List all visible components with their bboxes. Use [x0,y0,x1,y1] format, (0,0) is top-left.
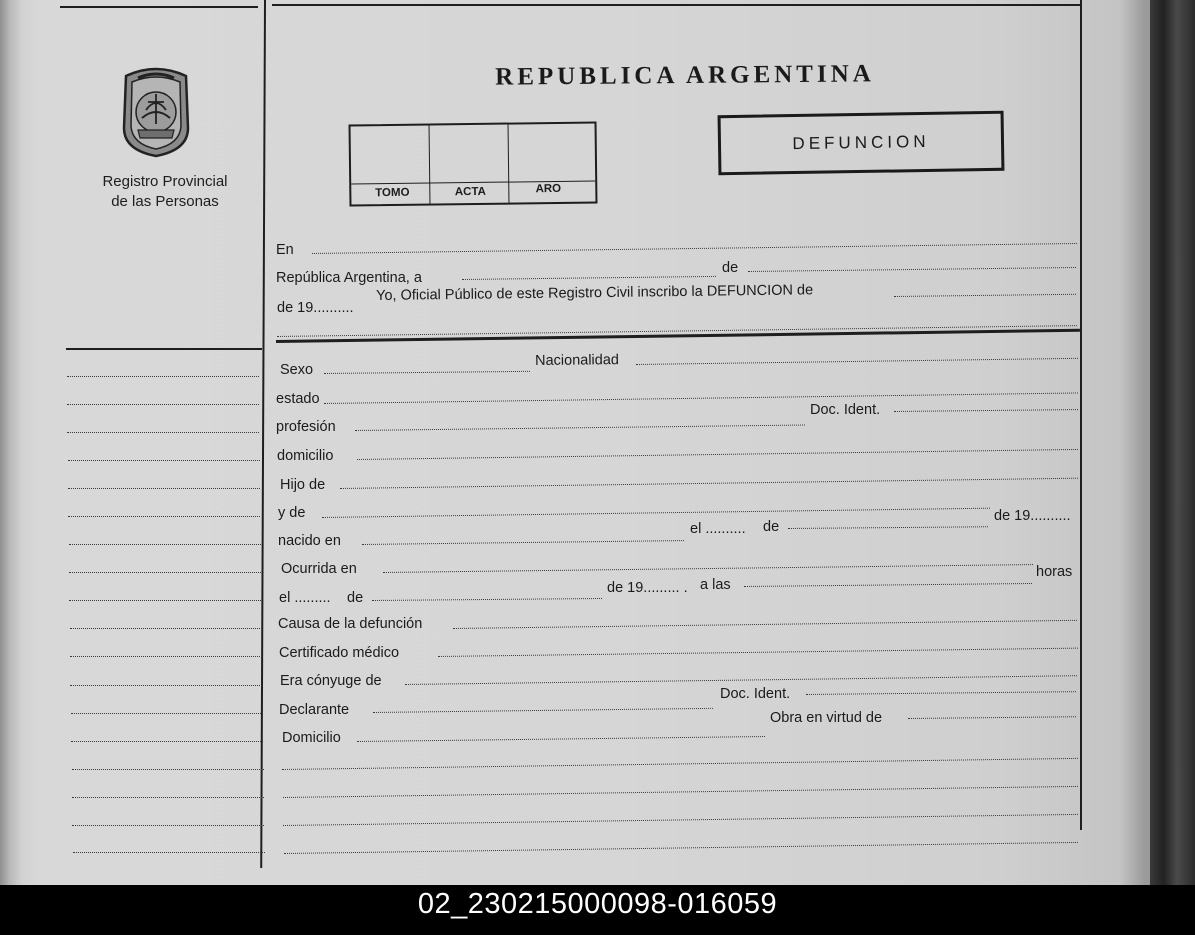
fill-line [438,648,1078,657]
margin-note-line [69,572,261,573]
fill-line [788,526,988,529]
record-number-boxes [349,121,598,206]
fill-line [322,508,990,518]
record-type-label: DEFUNCION [792,131,930,154]
fill-line [744,583,1032,587]
margin-note-line [72,797,264,798]
margin-note-line [69,600,261,601]
box-label-tomo: TOMO [375,186,410,200]
label-declarante: Declarante [279,702,350,718]
fill-line [357,736,765,742]
label-obra: Obra en virtud de [770,710,883,726]
label-conyuge: Era cónyuge de [280,673,382,689]
margin-note-line [73,852,265,853]
blank-line [284,842,1078,854]
margin-note-line [70,628,262,629]
margin-note-line [67,432,259,433]
label-hijo-de: Hijo de [280,477,326,493]
margin-notes-rule [66,348,262,350]
blank-line [283,814,1078,826]
label-de: de [722,260,739,276]
fill-line [312,243,1077,254]
record-type-box [718,111,1005,175]
margin-note-line [70,685,262,686]
label-nacionalidad: Nacionalidad [535,352,620,369]
scan-identifier: 02_230215000098-016059 [417,888,778,920]
label-causa: Causa de la defunción [278,616,423,632]
margin-note-line [72,769,264,770]
label-nacido-en: nacido en [278,533,341,549]
margin-note-line [71,741,263,742]
label-en: En [276,242,294,258]
margin-note-line [72,825,264,826]
label-de19-2: de 19......... . [607,580,688,596]
fill-line [908,716,1076,719]
label-yo-oficial: Yo, Oficial Público de este Registro Civil inscribo la DEFUNCION de [376,282,814,304]
fill-line [894,294,1076,297]
label-de-month: de [763,519,780,535]
fill-line [362,540,684,545]
margin-divider [260,0,266,868]
fill-line [462,276,716,280]
label-el-2: el ......... [279,590,331,606]
label-estado: estado [276,391,320,407]
fill-line [453,620,1077,629]
fill-line [636,358,1078,365]
fill-line [357,449,1078,460]
margin-note-line [67,404,259,405]
blank-line [282,758,1078,770]
org-line-2: de las Personas [111,193,219,210]
label-sexo: Sexo [280,362,314,378]
margin-note-line [67,376,259,377]
org-title [70,172,260,212]
form-right-border [1080,0,1082,830]
fill-line [340,478,1078,489]
fill-line [373,708,713,713]
margin-note-line [70,656,262,657]
fill-line [355,425,805,431]
fill-line [405,675,1077,685]
label-horas: horas [1036,564,1073,580]
label-republica-a: República Argentina, a [276,270,422,286]
top-right-rule [272,4,1082,6]
label-de19: de 19.......... [277,300,354,316]
box-label-ano: ARO [535,182,562,196]
label-profesion: profesión [276,419,336,435]
org-line-1: Registro Provincial [102,173,228,190]
label-ocurrida-en: Ocurrida en [281,561,357,577]
label-domicilio: domicilio [277,448,334,464]
label-el: el .......... [690,521,746,537]
blank-line [283,786,1078,798]
margin-note-line [69,544,261,545]
label-certificado: Certificado médico [279,645,400,661]
margin-note-line [68,516,260,517]
country-heading: REPUBLICA ARGENTINA [495,60,875,91]
fill-line [324,371,530,374]
fill-line [372,598,602,601]
box-label-acta: ACTA [454,185,486,199]
fill-line [383,564,1033,573]
fill-line [324,392,1078,404]
label-de-2: de [347,590,364,606]
fill-line [748,267,1076,272]
margin-note-line [71,713,263,714]
top-left-rule [60,6,258,8]
label-domicilio-2: Domicilio [282,730,341,746]
fill-line [894,409,1078,412]
book-binding-edge [1150,0,1195,885]
margin-note-line [68,488,260,489]
label-y-de: y de [278,505,306,521]
label-doc-ident-2: Doc. Ident. [720,686,791,702]
label-doc-ident: Doc. Ident. [810,402,881,418]
provincial-seal-icon [118,66,194,158]
label-de-19: de 19.......... [994,508,1071,524]
label-a-las: a las [700,577,731,593]
margin-note-line [68,460,260,461]
fill-line [806,691,1076,695]
